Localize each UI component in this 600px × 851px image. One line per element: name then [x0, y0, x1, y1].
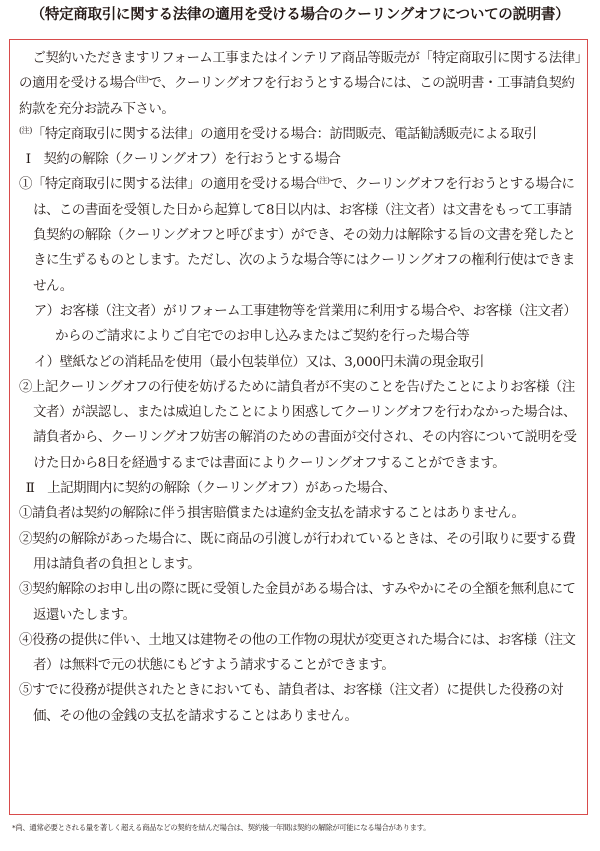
section-2-item-3: ③契約解除のお申し出の際に既に受領した金員がある場合は、すみやかにその全額を無利息にて返還いたします。: [19, 582, 576, 623]
section-1-subitem-a: ア）お客様（注文者）がリフォーム工事建物等を営業用に利用する場合や、お客様（注文者）からのご請求によりご自宅でのお申し込みまたはご契約を行った場合等: [33, 303, 577, 345]
s1-item1-text-b: で、クーリングオフを行おうとする場合には、この書面を受領した日から起算して8日以内は、お客様（注文者）は文書をもって工事請負契約の解除（クーリングオフと呼びます）ができ、その効力は解除する旨の文書を発したときに生ずるものとします。ただし、次のような場合等にはクーリングオフの権利行使はできません。: [33, 177, 576, 294]
intro-paragraph: [19, 46, 581, 122]
section-1-subitem-i: イ）壁紙などの消耗品を使用（最小包装単位）又は、3,000円未満の現金取引: [33, 354, 484, 370]
section-2-item-1: ①請負者は契約の解除に伴う損害賠償または違約金支払を請求することはありません。: [19, 506, 525, 522]
section-2-item-2: ②契約の解除があった場合に、既に商品の引渡しが行われているときは、その引取りに要する費用は請負者の負担とします。: [19, 531, 576, 572]
explanation-box: [9, 39, 588, 815]
note-mark: (注): [19, 125, 32, 135]
section-2-item-4: ④役務の提供に伴い、土地又は建物その他の工作物の現状が変更された場合には、お客様（注文者）は無料で元の状態にもどすよう請求することができます。: [19, 632, 576, 674]
page-title: （特定商取引に関する法律の適用を受ける場合のクーリングオフについての説明書）: [30, 7, 570, 23]
explanation-content: [19, 46, 581, 729]
section-1-heading: Ⅰ 契約の解除（クーリングオフ）を行おうとする場合: [25, 152, 341, 168]
note-paragraph: [19, 122, 581, 147]
section-1-item-1: [19, 172, 581, 298]
section-2-item-5: ⑤すでに役務が提供されたときにおいても、請負者は、お客様（注文者）に提供した役務の対価、その他の金銭の支払を請求することはありません。: [19, 683, 563, 724]
intro-note-mark: (注): [135, 75, 149, 85]
footnote: *尚、通常必要とされる量を著しく超える商品などの契約を結んだ場合は、契約後一年間は契約の解除が可能になる場合があります。: [12, 823, 431, 832]
intro-text: ご契約いただきますリフォーム工事またはインテリア商品等販売が「特定商取引に関する法律」の適用を受ける場合: [19, 51, 581, 92]
s1-item1-note-mark: (注): [316, 176, 330, 186]
intro-text-cont: で、クーリングオフを行おうとする場合には、この説明書・工事請負契約約款を充分お読み下さい。: [19, 76, 575, 117]
section-2-heading: Ⅱ 上記期間内に契約の解除（クーリングオフ）があった場合、: [25, 481, 396, 497]
s1-item1-text-a: ①「特定商取引に関する法律」の適用を受ける場合: [19, 177, 317, 193]
section-1-item-2: ②上記クーリングオフの行使を妨げるために請負者が不実のことを告げたことによりお客様（注文者）が誤認し、または威迫したことにより困惑してクーリングオフを行わなかった場合は、請負者から、クーリングオフ妨害の解消のための書面が交付され、その内容について説明を受けた日から8日を経過するまでは書面によりクーリングオフすることができます。: [19, 379, 577, 471]
note-text: 「特定商取引に関する法律」の適用を受ける場合：訪問販売、電話勧誘販売による取引: [31, 126, 537, 142]
